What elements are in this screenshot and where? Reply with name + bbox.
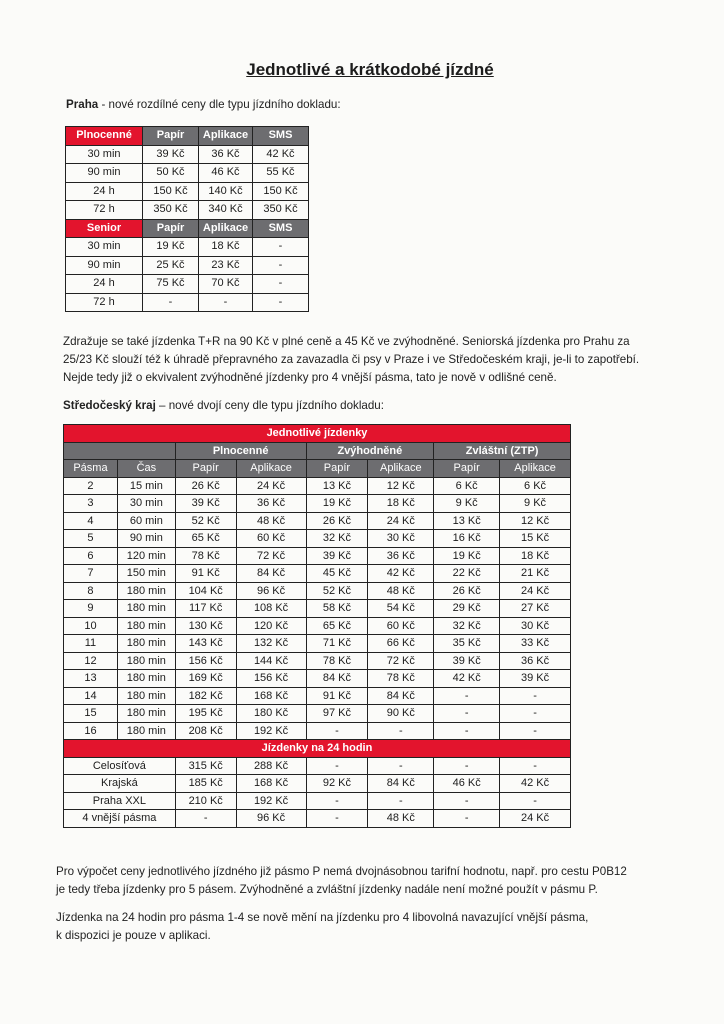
table-cell: 150 Kč [143,182,199,201]
table-cell: 12 Kč [368,477,434,495]
table-cell: 24 h [66,182,143,201]
table-cell: 50 Kč [143,164,199,183]
table-cell: Celosíťová [64,757,176,775]
table-cell: 9 [64,600,118,618]
table-cell: 27 Kč [500,600,571,618]
table-cell: 48 Kč [368,810,434,828]
table-row [66,238,309,257]
stc-intro-bold: Středočeský kraj [63,399,156,412]
table-cell: 42 Kč [434,670,500,688]
table-cell: 92 Kč [306,775,368,793]
table-cell: 19 Kč [306,495,368,513]
table-cell: 30 Kč [368,530,434,548]
table-row [64,792,571,810]
table-row [64,722,571,740]
table-cell: - [253,256,309,275]
table-cell: - [253,238,309,257]
table-cell: 26 Kč [175,477,236,495]
table-cell: - [253,293,309,312]
praha-note [63,333,703,387]
table-cell: 96 Kč [236,810,306,828]
table-cell: 288 Kč [236,757,306,775]
table-cell: - [434,722,500,740]
table-cell: 168 Kč [236,775,306,793]
table-cell: 19 Kč [434,547,500,565]
table-cell: 18 Kč [199,238,253,257]
table-cell: 104 Kč [175,582,236,600]
table-cell: 70 Kč [199,275,253,294]
table-cell: - [253,275,309,294]
table-row [64,477,571,495]
table-cell: 90 Kč [368,705,434,723]
table-cell: 7 [64,565,118,583]
section-jednotlive: Jednotlivé jízdenky [64,425,571,443]
header-pasma: Pásma [64,460,118,478]
table-row [66,201,309,220]
header-aplikace: Aplikace [500,460,571,478]
table-row [64,565,571,583]
table-cell: 23 Kč [199,256,253,275]
table-cell: - [368,757,434,775]
table-cell: 19 Kč [143,238,199,257]
table-row [64,600,571,618]
table-cell: 9 Kč [500,495,571,513]
table-row [64,670,571,688]
table-cell: 66 Kč [368,635,434,653]
table-cell: 90 min [66,256,143,275]
table-row [64,635,571,653]
table-cell: 180 min [117,687,175,705]
table-cell: 156 Kč [175,652,236,670]
table-row [66,164,309,183]
table-cell: 39 Kč [175,495,236,513]
stc-price-table [63,424,571,828]
header-blank [64,442,176,460]
table-cell: 84 Kč [306,670,368,688]
table-cell: 21 Kč [500,565,571,583]
table-cell: - [143,293,199,312]
table-cell: 25 Kč [143,256,199,275]
table-cell: 32 Kč [306,530,368,548]
table-cell: 46 Kč [199,164,253,183]
table-cell: 168 Kč [236,687,306,705]
table-cell: 45 Kč [306,565,368,583]
table-cell: 195 Kč [175,705,236,723]
table-cell: 30 min [66,145,143,164]
header-aplikace: Aplikace [368,460,434,478]
table-cell: 39 Kč [500,670,571,688]
table-cell: - [434,687,500,705]
table-cell: 180 min [117,705,175,723]
table-cell: 35 Kč [434,635,500,653]
table-cell: 8 [64,582,118,600]
table-cell: 22 Kč [434,565,500,583]
table-row [64,810,571,828]
table-cell: 169 Kč [175,670,236,688]
table-cell: 48 Kč [368,582,434,600]
table-cell: 84 Kč [368,687,434,705]
table-cell: 144 Kč [236,652,306,670]
table-cell: 18 Kč [500,547,571,565]
table-cell: 140 Kč [199,182,253,201]
table-cell: 15 min [117,477,175,495]
table-cell: 350 Kč [253,201,309,220]
table-cell: 30 min [66,238,143,257]
header-group-ztp: Zvláštní (ZTP) [434,442,571,460]
table-cell: - [306,792,368,810]
table-cell: 12 Kč [500,512,571,530]
table-cell: 120 Kč [236,617,306,635]
table-cell: 350 Kč [143,201,199,220]
footer-line: je tedy třeba jízdenky pro 5 pásem. Zvýhodněné a zvláštní jízdenky nadále není možné použít v pásmu P. [56,883,598,896]
table-cell: 192 Kč [236,792,306,810]
footer-para-1 [56,863,716,899]
header-sms: SMS [253,127,309,146]
table-cell: 60 Kč [236,530,306,548]
table-cell: 156 Kč [236,670,306,688]
table-row [66,145,309,164]
table-cell: 117 Kč [175,600,236,618]
table-cell: 13 Kč [306,477,368,495]
table-row [64,705,571,723]
header-aplikace: Aplikace [199,127,253,146]
table-cell: - [368,722,434,740]
table-cell: 24 Kč [236,477,306,495]
table-cell: 90 min [66,164,143,183]
praha-note-line: 25/23 Kč slouží též k úhradě přepravného za zavazadla či psy v Praze i ve Středočeském kraji, je-li to zapotřebí. [63,353,640,366]
table-cell: 26 Kč [306,512,368,530]
table-cell: 65 Kč [175,530,236,548]
header-plnocenne: Plnocenné [66,127,143,146]
table-cell: 72 h [66,293,143,312]
table-cell: 91 Kč [175,565,236,583]
table-cell: 72 h [66,201,143,220]
table-cell: 5 [64,530,118,548]
table-cell: 91 Kč [306,687,368,705]
table-cell: 90 min [117,530,175,548]
table-cell: 24 Kč [500,582,571,600]
table-row [66,182,309,201]
section-24h: Jízdenky na 24 hodin [64,740,571,758]
table-cell: 71 Kč [306,635,368,653]
header-papir: Papír [143,127,199,146]
table-cell: 210 Kč [175,792,236,810]
table-row [66,275,309,294]
table-cell: 340 Kč [199,201,253,220]
table-cell: - [368,792,434,810]
header-aplikace: Aplikace [199,219,253,238]
table-cell: 36 Kč [500,652,571,670]
table-cell: - [500,705,571,723]
table-cell: 13 [64,670,118,688]
table-cell: 180 min [117,652,175,670]
table-row [64,757,571,775]
table-row [64,652,571,670]
table-cell: 10 [64,617,118,635]
table-cell: 6 [64,547,118,565]
table-cell: Krajská [64,775,176,793]
table-cell: - [434,810,500,828]
header-group-zvyhodnene: Zvýhodněné [306,442,434,460]
table-cell: - [500,757,571,775]
table-cell: 13 Kč [434,512,500,530]
table-cell: 65 Kč [306,617,368,635]
table-cell: 36 Kč [368,547,434,565]
table-cell: 84 Kč [236,565,306,583]
table-cell: 14 [64,687,118,705]
table-cell: 120 min [117,547,175,565]
header-aplikace: Aplikace [236,460,306,478]
table-cell: 24 h [66,275,143,294]
table-cell: 52 Kč [175,512,236,530]
table-cell: 185 Kč [175,775,236,793]
table-row [64,547,571,565]
table-cell: 180 min [117,635,175,653]
table-row [66,293,309,312]
table-row [64,530,571,548]
table-cell: 180 min [117,582,175,600]
table-cell: 30 min [117,495,175,513]
footer-line: Pro výpočet ceny jednotlivého jízdného již pásmo P nemá dvojnásobnou tarifní hodnotu, např. pro cestu P0B12 [56,865,627,878]
table-cell: 72 Kč [236,547,306,565]
table-row [64,582,571,600]
table-cell: - [306,757,368,775]
table-cell: - [434,705,500,723]
table-cell: 42 Kč [253,145,309,164]
table-cell: 46 Kč [434,775,500,793]
table-cell: - [434,792,500,810]
table-cell: 55 Kč [253,164,309,183]
table-cell: 15 Kč [500,530,571,548]
table-cell: 3 [64,495,118,513]
praha-note-line: Zdražuje se také jízdenka T+R na 90 Kč v plné ceně a 45 Kč ve zvýhodněné. Seniorská jízdenka pro Prahu za [63,335,630,348]
table-cell: 30 Kč [500,617,571,635]
table-cell: 39 Kč [434,652,500,670]
table-cell: - [500,792,571,810]
table-row [64,512,571,530]
table-cell: 60 min [117,512,175,530]
table-cell: 6 Kč [434,477,500,495]
table-cell: 78 Kč [368,670,434,688]
table-cell: 6 Kč [500,477,571,495]
table-cell: - [434,757,500,775]
table-cell: 132 Kč [236,635,306,653]
table-cell: 4 [64,512,118,530]
table-cell: 15 [64,705,118,723]
table-cell: 16 [64,722,118,740]
stc-intro [63,397,384,415]
table-cell: 208 Kč [175,722,236,740]
table-cell: 12 [64,652,118,670]
table-cell: 60 Kč [368,617,434,635]
table-cell: 84 Kč [368,775,434,793]
table-cell: 58 Kč [306,600,368,618]
header-senior: Senior [66,219,143,238]
table-cell: 16 Kč [434,530,500,548]
table-cell: 42 Kč [500,775,571,793]
table-cell: 48 Kč [236,512,306,530]
table-cell: 33 Kč [500,635,571,653]
table-cell: - [306,722,368,740]
table-cell: 36 Kč [236,495,306,513]
table-cell: - [199,293,253,312]
header-group-plnocenne: Plnocenné [175,442,306,460]
table-cell: 96 Kč [236,582,306,600]
table-cell: 180 min [117,670,175,688]
stc-rows-24h [64,757,571,827]
footer-line: k dispozici je pouze v aplikaci. [56,929,211,942]
table-cell: 9 Kč [434,495,500,513]
table-cell: 36 Kč [199,145,253,164]
footer-line: Jízdenka na 24 hodin pro pásma 1-4 se nově mění na jízdenku pro 4 libovolná navazující vnější pásma, [56,911,589,924]
praha-intro-bold: Praha [66,98,99,111]
table-cell: 18 Kč [368,495,434,513]
table-cell: 4 vnější pásma [64,810,176,828]
praha-note-line: Nejde tedy již o ekvivalent zvýhodněné jízdenky pro 4 vnější pásma, tato je nově v odlišné ceně. [63,371,557,384]
table-cell: 180 Kč [236,705,306,723]
praha-price-table [65,126,309,312]
table-cell: 143 Kč [175,635,236,653]
table-row [64,687,571,705]
table-cell: 150 min [117,565,175,583]
table-row [64,495,571,513]
praha-intro-rest: - nové rozdílné ceny dle typu jízdního dokladu: [98,98,341,111]
header-papir: Papír [306,460,368,478]
table-row [66,256,309,275]
table-cell: Praha XXL [64,792,176,810]
table-row [64,617,571,635]
header-sms: SMS [253,219,309,238]
table-cell: 2 [64,477,118,495]
header-cas: Čas [117,460,175,478]
table-cell: 52 Kč [306,582,368,600]
table-cell: 39 Kč [143,145,199,164]
table-cell: - [175,810,236,828]
table-cell: 78 Kč [175,547,236,565]
table-cell: 75 Kč [143,275,199,294]
table-cell: 130 Kč [175,617,236,635]
table-cell: 39 Kč [306,547,368,565]
table-cell: 150 Kč [253,182,309,201]
stc-intro-rest: – nové dvojí ceny dle typu jízdního dokladu: [155,399,384,412]
footer-para-2 [56,909,716,945]
table-cell: 26 Kč [434,582,500,600]
table-cell: 24 Kč [500,810,571,828]
table-row [64,775,571,793]
table-cell: - [306,810,368,828]
praha-intro [66,96,341,114]
table-cell: 192 Kč [236,722,306,740]
table-cell: - [500,687,571,705]
header-papir: Papír [143,219,199,238]
table-cell: 180 min [117,600,175,618]
table-cell: 29 Kč [434,600,500,618]
table-cell: 315 Kč [175,757,236,775]
table-cell: - [500,722,571,740]
table-cell: 180 min [117,617,175,635]
table-cell: 180 min [117,722,175,740]
page-title: Jednotlivé a krátkodobé jízdné [246,60,494,79]
table-cell: 97 Kč [306,705,368,723]
header-papir: Papír [434,460,500,478]
table-cell: 11 [64,635,118,653]
table-cell: 54 Kč [368,600,434,618]
table-cell: 78 Kč [306,652,368,670]
table-cell: 32 Kč [434,617,500,635]
table-cell: 182 Kč [175,687,236,705]
table-cell: 72 Kč [368,652,434,670]
table-cell: 24 Kč [368,512,434,530]
stc-rows [64,477,571,740]
table-cell: 108 Kč [236,600,306,618]
header-papir: Papír [175,460,236,478]
table-cell: 42 Kč [368,565,434,583]
